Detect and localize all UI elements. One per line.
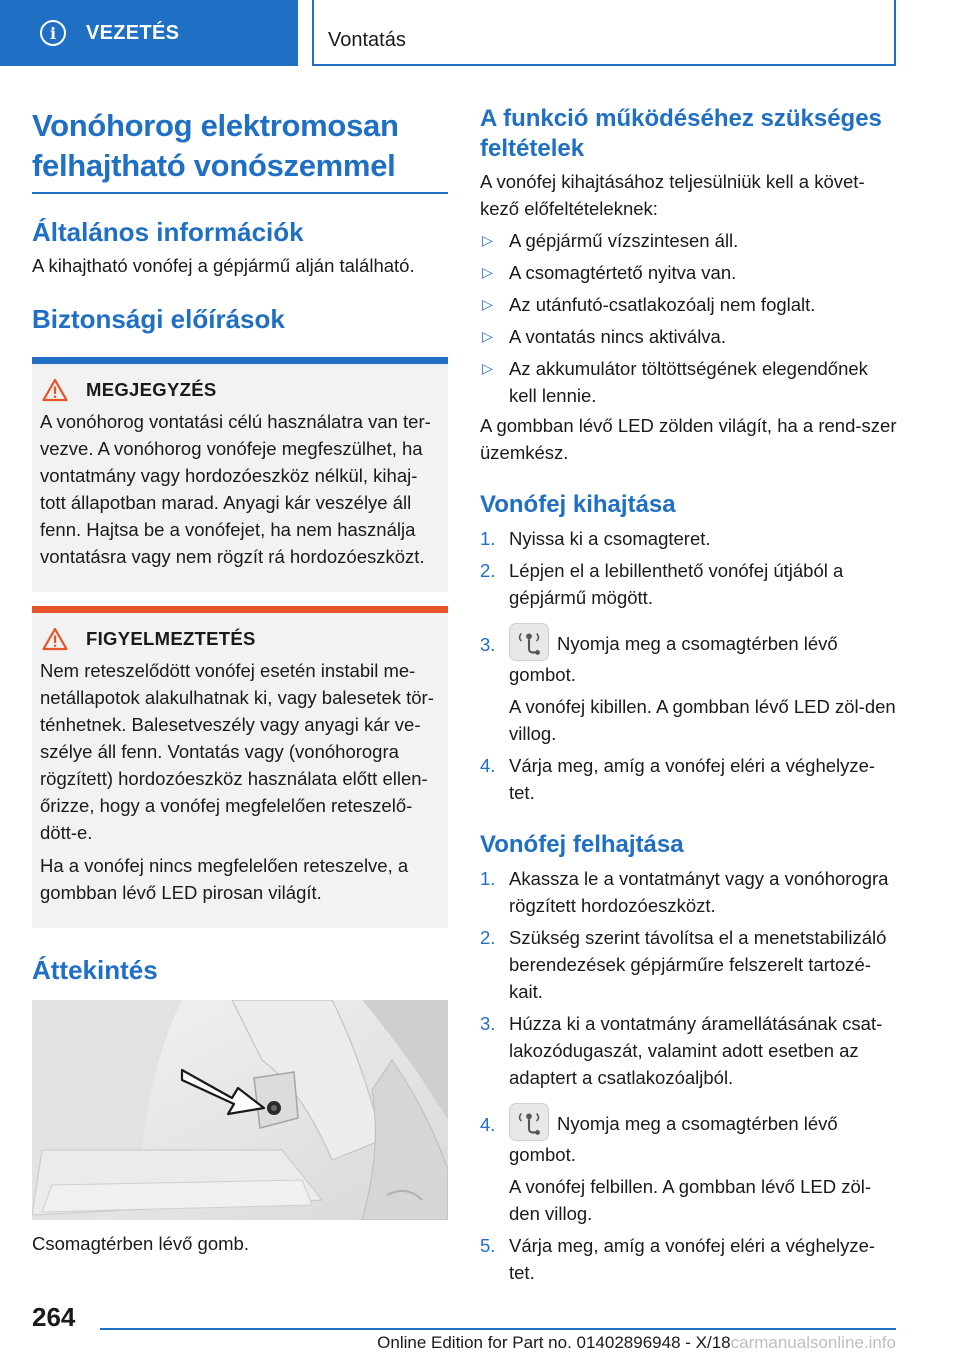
extend-heading: Vonófej kihajtása bbox=[480, 491, 676, 518]
retract-heading: Vonófej felhajtása bbox=[480, 831, 684, 858]
list-item: ▷ Az akkumulátor töltöttségének elegendőnek kell lennie. bbox=[480, 355, 898, 409]
list-item: ▷ Az utánfutó-csatlakozóalj nem foglalt. bbox=[480, 291, 898, 318]
step-item: 3. Húzza ki a vontatmány áramellátásának csat-lakozódugaszát, valamint adott esetben az adaptert a csatlakozóaljból. bbox=[480, 1013, 883, 1088]
warning-triangle-icon bbox=[42, 378, 68, 402]
list-item: ▷ A csomagtértető nyitva van. bbox=[480, 259, 898, 286]
step-item: 4. Nyomja meg a csomagtérben lévő gombot. A vonófej felbillen. A gombban lévő LED zöl-den villog. bbox=[480, 1103, 898, 1227]
title-divider bbox=[32, 192, 448, 194]
watermark-text: carmanualsonline.info bbox=[730, 1333, 896, 1352]
general-heading: Általános információk bbox=[32, 217, 304, 247]
chapter-title: Vontatás bbox=[328, 29, 406, 51]
general-text: A kihajtható vonófej a gépjármű alján található. bbox=[32, 255, 415, 276]
list-item: ▷ A vontatás nincs aktiválva. bbox=[480, 323, 898, 350]
conditions-intro: A vonófej kihajtásához teljesülniük kell a követ-kező előfeltételeknek: bbox=[480, 171, 865, 219]
triangle-bullet-icon: ▷ bbox=[482, 232, 493, 248]
step-item: 2. Szükség szerint távolítsa el a menetstabilizáló berendezések gépjárműre felszerelt tartozé-kait. bbox=[480, 927, 887, 1002]
step-item: 1. Nyissa ki a csomagteret. bbox=[480, 528, 711, 549]
towbar-button-icon bbox=[509, 1103, 549, 1141]
list-item: ▷ A gépjármű vízszintesen áll. bbox=[480, 227, 898, 254]
warning-title: FIGYELMEZTETÉS bbox=[86, 628, 256, 649]
notice-box bbox=[32, 357, 448, 592]
footer-edition bbox=[377, 1333, 896, 1353]
step-item: 2. Lépjen el a lebillenthető vonófej útjából a gépjármű mögött. bbox=[480, 560, 844, 608]
conditions-heading: A funkció működéséhez szükséges feltételek bbox=[480, 105, 882, 162]
chapter-header bbox=[312, 0, 896, 66]
triangle-bullet-icon: ▷ bbox=[482, 328, 493, 344]
step-item: 5. Várja meg, amíg a vonófej eléri a véghelyze-tet. bbox=[480, 1235, 876, 1283]
triangle-bullet-icon: ▷ bbox=[482, 264, 493, 280]
edition-text: Online Edition for Part no. 01402896948 - X/18 bbox=[377, 1333, 731, 1352]
extend-steps bbox=[480, 525, 898, 806]
step-item: 3. Nyomja meg a csomagtérben lévő gombot. A vonófej kibillen. A gombban lévő LED zöl-den villog. bbox=[480, 623, 898, 747]
triangle-bullet-icon: ▷ bbox=[482, 296, 493, 312]
led-ready-text: A gombban lévő LED zölden világít, ha a rend-szer üzemkész. bbox=[480, 415, 897, 463]
triangle-bullet-icon: ▷ bbox=[482, 360, 493, 376]
page-number: 264 bbox=[32, 1302, 76, 1332]
step-item: 1. Akassza le a vontatmányt vagy a vonóhorogra rögzített hordozóeszközt. bbox=[480, 868, 889, 916]
right-column bbox=[480, 96, 898, 1286]
warning-led-text: Ha a vonófej nincs megfelelően reteszelve, a gombban lévő LED pirosan világít. bbox=[40, 855, 409, 903]
section-tab-label: VEZETÉS bbox=[86, 21, 180, 44]
trunk-button-photo bbox=[32, 1000, 448, 1220]
step-item: 4. Várja meg, amíg a vonófej eléri a véghelyze-tet. bbox=[480, 755, 876, 803]
safety-heading: Biztonsági előírások bbox=[32, 304, 285, 334]
photo-caption: Csomagtérben lévő gomb. bbox=[32, 1233, 249, 1254]
page-title: Vonóhorog elektromosan felhajtható vonószemmel bbox=[32, 108, 399, 183]
warning-box bbox=[32, 606, 448, 928]
footer-divider bbox=[100, 1328, 896, 1330]
retract-steps bbox=[480, 865, 898, 1286]
section-tab[interactable] bbox=[0, 0, 298, 66]
notice-text: A vonóhorog vontatási célú használatra van ter-vezve. A vonóhorog vonófeje megfeszülhet, ha vontatmány vagy hordozóeszköz nélkül, kihaj-tott állapotban marad. Anyagi kár veszélye áll fenn. Hajtsa be a vonófejet, ha nem használja vontatásra vagy nem rögzít rá hordozóeszközt. bbox=[40, 411, 431, 567]
left-column bbox=[32, 96, 448, 1257]
overview-heading: Áttekintés bbox=[32, 955, 158, 985]
notice-title: MEGJEGYZÉS bbox=[86, 379, 217, 400]
towbar-button-icon bbox=[509, 623, 549, 661]
conditions-list bbox=[480, 227, 898, 409]
warning-triangle-icon bbox=[42, 627, 68, 651]
info-icon: i bbox=[40, 20, 66, 46]
warning-text: Nem reteszelődött vonófej esetén instabil me-netállapotok alakulhatnak ki, vagy balesetek tör-ténhetnek. Balesetveszély vagy anyagi kár ve-szélye áll fenn. Vontatás vagy (vonóhorogra rögzített) hordozóeszköz használata előtt ellen-őrizze, hogy a vonófej megfelelően reteszelő-dött-e. bbox=[40, 660, 434, 843]
